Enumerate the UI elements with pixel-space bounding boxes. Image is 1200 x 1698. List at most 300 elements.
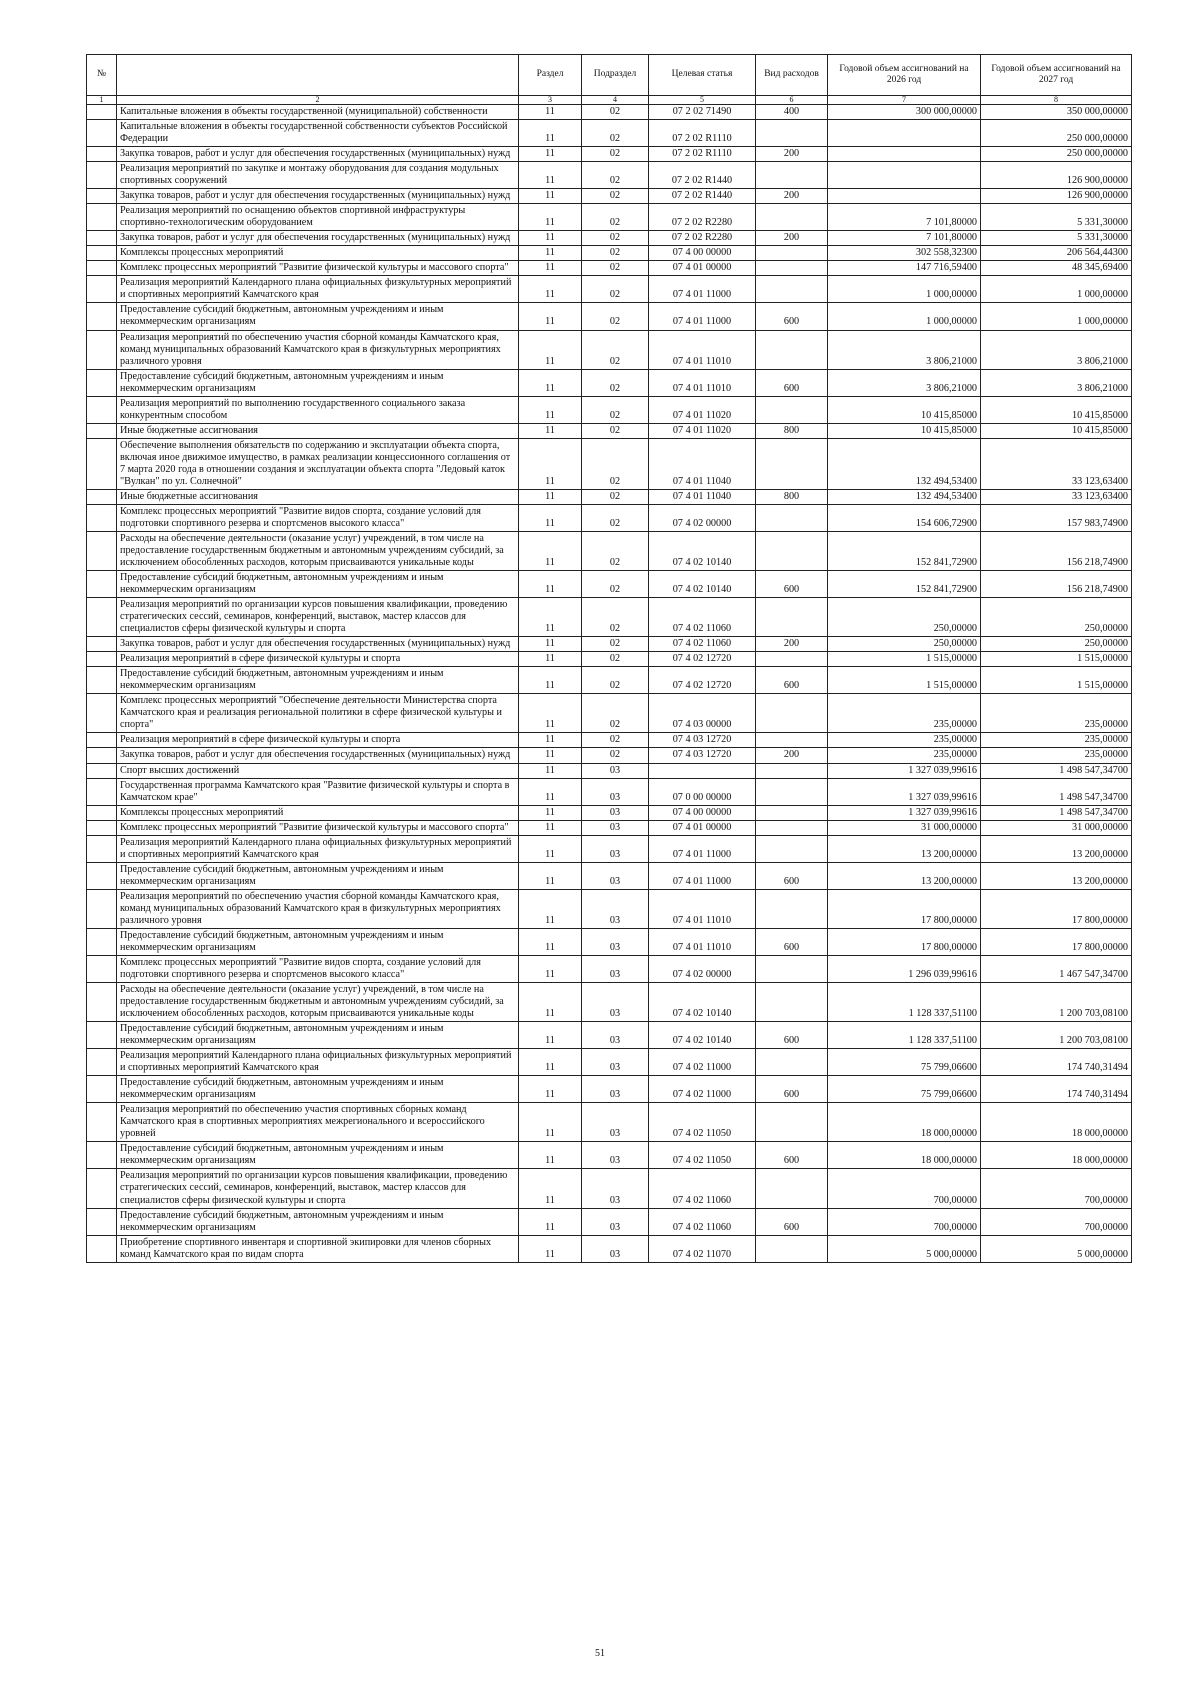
amount-2026-cell: 1 327 039,99616 xyxy=(828,805,981,820)
table-row xyxy=(87,835,1132,862)
expense-type-cell xyxy=(756,1235,828,1262)
razdel-cell: 11 xyxy=(519,763,582,778)
expense-name: Предоставление субсидий бюджетным, автономным учреждениям и иным некоммерческим организациям xyxy=(117,303,519,330)
row-number-cell xyxy=(87,1076,117,1103)
table-row xyxy=(87,396,1132,423)
razdel-cell: 11 xyxy=(519,694,582,733)
podrazdel-cell: 02 xyxy=(582,571,649,598)
razdel-cell: 11 xyxy=(519,303,582,330)
expense-name: Комплексы процессных мероприятий xyxy=(117,246,519,261)
table-row xyxy=(87,204,1132,231)
row-number-cell xyxy=(87,147,117,162)
expense-type-cell xyxy=(756,438,828,489)
amount-2027-cell: 1 515,00000 xyxy=(981,652,1132,667)
target-article-cell: 07 4 01 00000 xyxy=(649,261,756,276)
amount-2026-cell: 7 101,80000 xyxy=(828,231,981,246)
amount-2026-cell: 235,00000 xyxy=(828,748,981,763)
amount-2027-cell: 1 200 703,08100 xyxy=(981,983,1132,1022)
col-header-2026: Годовой объем ассигнований на 2026 год xyxy=(828,55,981,96)
amount-2026-cell xyxy=(828,162,981,189)
table-row xyxy=(87,531,1132,570)
document-page xyxy=(86,54,1131,1263)
expense-type-cell xyxy=(756,1049,828,1076)
razdel-cell: 11 xyxy=(519,162,582,189)
table-row xyxy=(87,1022,1132,1049)
razdel-cell: 11 xyxy=(519,1235,582,1262)
table-row xyxy=(87,147,1132,162)
row-number-cell xyxy=(87,120,117,147)
podrazdel-cell: 02 xyxy=(582,147,649,162)
amount-2027-cell: 1 467 547,34700 xyxy=(981,955,1132,982)
target-article-cell: 07 2 02 R2280 xyxy=(649,204,756,231)
razdel-cell: 11 xyxy=(519,928,582,955)
row-number-cell xyxy=(87,667,117,694)
expense-name: Расходы на обеспечение деятельности (оказание услуг) учреждений, в том числе на предоставление государственным бюджетным и автономным учреждениям субсидий, за исключением обособленных расходов, которым присваиваются уникальные коды xyxy=(117,531,519,570)
expense-name: Предоставление субсидий бюджетным, автономным учреждениям и иным некоммерческим организациям xyxy=(117,1142,519,1169)
target-article-cell: 07 4 02 11060 xyxy=(649,637,756,652)
expense-name: Закупка товаров, работ и услуг для обеспечения государственных (муниципальных) нужд xyxy=(117,189,519,204)
table-row xyxy=(87,748,1132,763)
razdel-cell: 11 xyxy=(519,748,582,763)
expense-name: Реализация мероприятий по оснащению объектов спортивной инфраструктуры спортивно-технологическим оборудованием xyxy=(117,204,519,231)
expense-type-cell xyxy=(756,820,828,835)
row-number-cell xyxy=(87,1142,117,1169)
expense-name: Предоставление субсидий бюджетным, автономным учреждениям и иным некоммерческим организациям xyxy=(117,928,519,955)
amount-2026-cell: 1 128 337,51100 xyxy=(828,1022,981,1049)
amount-2027-cell: 1 200 703,08100 xyxy=(981,1022,1132,1049)
amount-2026-cell: 1 515,00000 xyxy=(828,652,981,667)
expense-type-cell: 600 xyxy=(756,928,828,955)
razdel-cell: 11 xyxy=(519,261,582,276)
amount-2027-cell: 5 331,30000 xyxy=(981,204,1132,231)
target-article-cell: 07 4 02 10140 xyxy=(649,1022,756,1049)
expense-type-cell xyxy=(756,162,828,189)
target-article-cell: 07 4 02 11000 xyxy=(649,1049,756,1076)
table-row xyxy=(87,369,1132,396)
expense-name: Капитальные вложения в объекты государственной (муниципальной) собственности xyxy=(117,105,519,120)
podrazdel-cell: 02 xyxy=(582,504,649,531)
target-article-cell: 07 4 01 11000 xyxy=(649,862,756,889)
target-article-cell: 07 4 00 00000 xyxy=(649,246,756,261)
razdel-cell: 11 xyxy=(519,835,582,862)
podrazdel-cell: 03 xyxy=(582,763,649,778)
target-article-cell: 07 4 01 11010 xyxy=(649,369,756,396)
razdel-cell: 11 xyxy=(519,955,582,982)
target-article-cell: 07 4 01 11040 xyxy=(649,489,756,504)
amount-2027-cell: 3 806,21000 xyxy=(981,369,1132,396)
expense-name: Реализация мероприятий Календарного плана официальных физкультурных мероприятий и спортивных мероприятий Камчатского края xyxy=(117,276,519,303)
row-number-cell xyxy=(87,1103,117,1142)
expense-type-cell: 400 xyxy=(756,105,828,120)
column-number-row xyxy=(87,96,1132,105)
razdel-cell: 11 xyxy=(519,246,582,261)
expense-type-cell: 200 xyxy=(756,147,828,162)
podrazdel-cell: 02 xyxy=(582,204,649,231)
razdel-cell: 11 xyxy=(519,652,582,667)
table-row xyxy=(87,261,1132,276)
amount-2026-cell: 1 000,00000 xyxy=(828,303,981,330)
target-article-cell: 07 4 01 11000 xyxy=(649,276,756,303)
row-number-cell xyxy=(87,1049,117,1076)
amount-2026-cell: 18 000,00000 xyxy=(828,1103,981,1142)
amount-2026-cell: 75 799,06600 xyxy=(828,1076,981,1103)
amount-2027-cell: 126 900,00000 xyxy=(981,189,1132,204)
row-number-cell xyxy=(87,438,117,489)
expense-name: Реализация мероприятий по выполнению государственного социального заказа конкурентным способом xyxy=(117,396,519,423)
row-number-cell xyxy=(87,162,117,189)
amount-2026-cell xyxy=(828,189,981,204)
razdel-cell: 11 xyxy=(519,120,582,147)
expense-type-cell xyxy=(756,330,828,369)
razdel-cell: 11 xyxy=(519,330,582,369)
razdel-cell: 11 xyxy=(519,667,582,694)
amount-2027-cell: 1 498 547,34700 xyxy=(981,763,1132,778)
amount-2027-cell: 350 000,00000 xyxy=(981,105,1132,120)
expense-name: Предоставление субсидий бюджетным, автономным учреждениям и иным некоммерческим организациям xyxy=(117,1022,519,1049)
amount-2027-cell: 18 000,00000 xyxy=(981,1142,1132,1169)
amount-2027-cell: 250 000,00000 xyxy=(981,120,1132,147)
podrazdel-cell: 02 xyxy=(582,694,649,733)
target-article-cell: 07 4 03 00000 xyxy=(649,694,756,733)
podrazdel-cell: 02 xyxy=(582,246,649,261)
target-article-cell: 07 4 00 00000 xyxy=(649,805,756,820)
amount-2027-cell: 10 415,85000 xyxy=(981,423,1132,438)
razdel-cell: 11 xyxy=(519,598,582,637)
table-row xyxy=(87,571,1132,598)
row-number-cell xyxy=(87,763,117,778)
column-number: 6 xyxy=(756,96,828,105)
razdel-cell: 11 xyxy=(519,189,582,204)
podrazdel-cell: 03 xyxy=(582,862,649,889)
expense-type-cell: 800 xyxy=(756,489,828,504)
amount-2026-cell: 10 415,85000 xyxy=(828,423,981,438)
podrazdel-cell: 02 xyxy=(582,162,649,189)
podrazdel-cell: 02 xyxy=(582,637,649,652)
amount-2027-cell: 17 800,00000 xyxy=(981,928,1132,955)
amount-2026-cell: 13 200,00000 xyxy=(828,862,981,889)
podrazdel-cell: 02 xyxy=(582,748,649,763)
podrazdel-cell: 03 xyxy=(582,1208,649,1235)
row-number-cell xyxy=(87,983,117,1022)
amount-2027-cell: 13 200,00000 xyxy=(981,862,1132,889)
expense-type-cell xyxy=(756,694,828,733)
podrazdel-cell: 03 xyxy=(582,889,649,928)
razdel-cell: 11 xyxy=(519,778,582,805)
table-row xyxy=(87,1103,1132,1142)
target-article-cell: 07 4 02 00000 xyxy=(649,955,756,982)
row-number-cell xyxy=(87,303,117,330)
amount-2027-cell: 17 800,00000 xyxy=(981,889,1132,928)
razdel-cell: 11 xyxy=(519,1076,582,1103)
expense-type-cell xyxy=(756,504,828,531)
table-row xyxy=(87,438,1132,489)
expense-name: Предоставление субсидий бюджетным, автономным учреждениям и иным некоммерческим организациям xyxy=(117,1208,519,1235)
amount-2026-cell: 75 799,06600 xyxy=(828,1049,981,1076)
table-row xyxy=(87,246,1132,261)
razdel-cell: 11 xyxy=(519,805,582,820)
podrazdel-cell: 02 xyxy=(582,396,649,423)
expense-name: Комплекс процессных мероприятий "Развитие физической культуры и массового спорта" xyxy=(117,820,519,835)
amount-2027-cell: 700,00000 xyxy=(981,1169,1132,1208)
table-row xyxy=(87,889,1132,928)
amount-2026-cell: 1 000,00000 xyxy=(828,276,981,303)
podrazdel-cell: 02 xyxy=(582,303,649,330)
podrazdel-cell: 03 xyxy=(582,805,649,820)
expense-type-cell: 600 xyxy=(756,571,828,598)
razdel-cell: 11 xyxy=(519,571,582,598)
expense-name: Реализация мероприятий по обеспечению участия сборной команды Камчатского края, команд муниципальных образований Камчатского края в физкультурных мероприятиях различного уровня xyxy=(117,330,519,369)
target-article-cell: 07 4 02 11060 xyxy=(649,598,756,637)
expense-type-cell: 200 xyxy=(756,189,828,204)
expense-name: Реализация мероприятий по закупке и монтажу оборудования для создания модульных спортивных сооружений xyxy=(117,162,519,189)
amount-2027-cell: 1 000,00000 xyxy=(981,303,1132,330)
row-number-cell xyxy=(87,105,117,120)
expense-type-cell xyxy=(756,598,828,637)
podrazdel-cell: 02 xyxy=(582,231,649,246)
amount-2027-cell: 18 000,00000 xyxy=(981,1103,1132,1142)
podrazdel-cell: 02 xyxy=(582,733,649,748)
expense-type-cell xyxy=(756,246,828,261)
table-body xyxy=(87,105,1132,1263)
podrazdel-cell: 02 xyxy=(582,489,649,504)
expense-name: Комплекс процессных мероприятий "Развитие видов спорта, создание условий для подготовки спортивного резерва и спортсменов высокого класса" xyxy=(117,955,519,982)
table-row xyxy=(87,504,1132,531)
table-row xyxy=(87,955,1132,982)
amount-2026-cell: 152 841,72900 xyxy=(828,571,981,598)
expense-name: Расходы на обеспечение деятельности (оказание услуг) учреждений, в том числе на предоставление государственным бюджетным и автономным учреждениям субсидий, за исключением обособленных расходов, которым присваиваются уникальные коды xyxy=(117,983,519,1022)
header-row xyxy=(87,55,1132,96)
expense-type-cell: 800 xyxy=(756,423,828,438)
target-article-cell: 07 4 02 11050 xyxy=(649,1142,756,1169)
razdel-cell: 11 xyxy=(519,637,582,652)
expense-type-cell: 600 xyxy=(756,1208,828,1235)
row-number-cell xyxy=(87,1022,117,1049)
table-row xyxy=(87,489,1132,504)
row-number-cell xyxy=(87,778,117,805)
expense-type-cell: 600 xyxy=(756,1142,828,1169)
expense-type-cell xyxy=(756,733,828,748)
razdel-cell: 11 xyxy=(519,105,582,120)
table-row xyxy=(87,1142,1132,1169)
amount-2027-cell: 1 000,00000 xyxy=(981,276,1132,303)
razdel-cell: 11 xyxy=(519,1103,582,1142)
expense-type-cell xyxy=(756,778,828,805)
razdel-cell: 11 xyxy=(519,820,582,835)
column-number: 5 xyxy=(649,96,756,105)
podrazdel-cell: 03 xyxy=(582,778,649,805)
target-article-cell: 07 4 02 10140 xyxy=(649,983,756,1022)
podrazdel-cell: 03 xyxy=(582,1142,649,1169)
amount-2026-cell: 302 558,32300 xyxy=(828,246,981,261)
expense-name: Реализация мероприятий в сфере физической культуры и спорта xyxy=(117,733,519,748)
expense-type-cell xyxy=(756,1103,828,1142)
amount-2026-cell: 152 841,72900 xyxy=(828,531,981,570)
expense-name: Предоставление субсидий бюджетным, автономным учреждениям и иным некоммерческим организациям xyxy=(117,369,519,396)
expense-type-cell: 600 xyxy=(756,369,828,396)
row-number-cell xyxy=(87,369,117,396)
expense-name: Реализация мероприятий Календарного плана официальных физкультурных мероприятий и спортивных мероприятий Камчатского края xyxy=(117,835,519,862)
row-number-cell xyxy=(87,889,117,928)
col-header-vr: Вид расходов xyxy=(756,55,828,96)
razdel-cell: 11 xyxy=(519,1208,582,1235)
razdel-cell: 11 xyxy=(519,504,582,531)
table-row xyxy=(87,276,1132,303)
expense-name: Комплекс процессных мероприятий "Развитие видов спорта, создание условий для подготовки спортивного резерва и спортсменов высокого класса" xyxy=(117,504,519,531)
podrazdel-cell: 02 xyxy=(582,598,649,637)
target-article-cell xyxy=(649,763,756,778)
column-number: 2 xyxy=(117,96,519,105)
expense-name: Закупка товаров, работ и услуг для обеспечения государственных (муниципальных) нужд xyxy=(117,637,519,652)
amount-2027-cell: 174 740,31494 xyxy=(981,1049,1132,1076)
amount-2026-cell: 154 606,72900 xyxy=(828,504,981,531)
row-number-cell xyxy=(87,598,117,637)
expense-name: Комплексы процессных мероприятий xyxy=(117,805,519,820)
target-article-cell: 07 2 02 R1440 xyxy=(649,162,756,189)
expense-name: Закупка товаров, работ и услуг для обеспечения государственных (муниципальных) нужд xyxy=(117,231,519,246)
razdel-cell: 11 xyxy=(519,423,582,438)
expense-name: Реализация мероприятий Календарного плана официальных физкультурных мероприятий и спортивных мероприятий Камчатского края xyxy=(117,1049,519,1076)
table-row xyxy=(87,105,1132,120)
target-article-cell: 07 4 02 12720 xyxy=(649,652,756,667)
expense-type-cell xyxy=(756,204,828,231)
expense-type-cell xyxy=(756,396,828,423)
table-row xyxy=(87,162,1132,189)
razdel-cell: 11 xyxy=(519,204,582,231)
target-article-cell: 07 2 02 R1110 xyxy=(649,120,756,147)
table-row xyxy=(87,820,1132,835)
row-number-cell xyxy=(87,820,117,835)
row-number-cell xyxy=(87,748,117,763)
podrazdel-cell: 03 xyxy=(582,955,649,982)
amount-2027-cell: 174 740,31494 xyxy=(981,1076,1132,1103)
col-header-razdel: Раздел xyxy=(519,55,582,96)
expense-name: Обеспечение выполнения обязательств по содержанию и эксплуатации объекта спорта, включая иное движимое имущество, в рамках реализации концессионного соглашения от 7 марта 2020 года в отношении создания и эксплуатации объекта спорта "Ледовый каток "Вулкан" по ул. Солнечной" xyxy=(117,438,519,489)
column-number: 4 xyxy=(582,96,649,105)
razdel-cell: 11 xyxy=(519,1049,582,1076)
razdel-cell: 11 xyxy=(519,147,582,162)
amount-2026-cell: 3 806,21000 xyxy=(828,369,981,396)
column-number: 3 xyxy=(519,96,582,105)
expense-name: Спорт высших достижений xyxy=(117,763,519,778)
podrazdel-cell: 02 xyxy=(582,667,649,694)
expense-name: Реализация мероприятий по обеспечению участия спортивных сборных команд Камчатского края в спортивных мероприятиях межрегионального и всероссийского уровней xyxy=(117,1103,519,1142)
podrazdel-cell: 03 xyxy=(582,1103,649,1142)
amount-2026-cell xyxy=(828,120,981,147)
podrazdel-cell: 03 xyxy=(582,983,649,1022)
target-article-cell: 07 4 02 12720 xyxy=(649,667,756,694)
row-number-cell xyxy=(87,835,117,862)
col-header-podrazdel: Подраздел xyxy=(582,55,649,96)
row-number-cell xyxy=(87,531,117,570)
table-row xyxy=(87,120,1132,147)
row-number-cell xyxy=(87,423,117,438)
amount-2026-cell: 17 800,00000 xyxy=(828,889,981,928)
table-row xyxy=(87,1076,1132,1103)
col-header-2027: Годовой объем ассигнований на 2027 год xyxy=(981,55,1132,96)
table-row xyxy=(87,763,1132,778)
podrazdel-cell: 03 xyxy=(582,928,649,955)
podrazdel-cell: 02 xyxy=(582,652,649,667)
razdel-cell: 11 xyxy=(519,396,582,423)
amount-2027-cell: 700,00000 xyxy=(981,1208,1132,1235)
amount-2026-cell: 5 000,00000 xyxy=(828,1235,981,1262)
column-number: 1 xyxy=(87,96,117,105)
target-article-cell: 07 4 01 11000 xyxy=(649,303,756,330)
table-row xyxy=(87,694,1132,733)
expense-name: Предоставление субсидий бюджетным, автономным учреждениям и иным некоммерческим организациям xyxy=(117,1076,519,1103)
amount-2027-cell: 1 515,00000 xyxy=(981,667,1132,694)
expense-type-cell xyxy=(756,261,828,276)
expense-name: Закупка товаров, работ и услуг для обеспечения государственных (муниципальных) нужд xyxy=(117,147,519,162)
podrazdel-cell: 02 xyxy=(582,105,649,120)
amount-2026-cell: 17 800,00000 xyxy=(828,928,981,955)
row-number-cell xyxy=(87,246,117,261)
amount-2026-cell: 3 806,21000 xyxy=(828,330,981,369)
budget-table xyxy=(86,54,1132,1263)
amount-2027-cell: 126 900,00000 xyxy=(981,162,1132,189)
row-number-cell xyxy=(87,955,117,982)
amount-2027-cell: 5 000,00000 xyxy=(981,1235,1132,1262)
table-row xyxy=(87,1049,1132,1076)
amount-2027-cell: 235,00000 xyxy=(981,694,1132,733)
target-article-cell: 07 4 02 10140 xyxy=(649,571,756,598)
podrazdel-cell: 03 xyxy=(582,1169,649,1208)
table-row xyxy=(87,862,1132,889)
row-number-cell xyxy=(87,1169,117,1208)
target-article-cell: 07 4 01 00000 xyxy=(649,820,756,835)
expense-type-cell: 200 xyxy=(756,748,828,763)
table-row xyxy=(87,1208,1132,1235)
razdel-cell: 11 xyxy=(519,531,582,570)
table-row xyxy=(87,983,1132,1022)
row-number-cell xyxy=(87,805,117,820)
expense-type-cell: 600 xyxy=(756,1076,828,1103)
amount-2027-cell: 156 218,74900 xyxy=(981,571,1132,598)
target-article-cell: 07 2 02 R1110 xyxy=(649,147,756,162)
podrazdel-cell: 03 xyxy=(582,835,649,862)
expense-name: Капитальные вложения в объекты государственной собственности субъектов Российской Федерации xyxy=(117,120,519,147)
podrazdel-cell: 02 xyxy=(582,276,649,303)
amount-2026-cell: 300 000,00000 xyxy=(828,105,981,120)
column-number: 7 xyxy=(828,96,981,105)
target-article-cell: 07 4 02 10140 xyxy=(649,531,756,570)
row-number-cell xyxy=(87,276,117,303)
expense-name: Комплекс процессных мероприятий "Обеспечение деятельности Министерства спорта Камчатского края и реализация региональной политики в сфере физической культуры и спорта" xyxy=(117,694,519,733)
target-article-cell: 07 0 00 00000 xyxy=(649,778,756,805)
row-number-cell xyxy=(87,504,117,531)
row-number-cell xyxy=(87,862,117,889)
amount-2026-cell: 1 327 039,99616 xyxy=(828,763,981,778)
amount-2026-cell: 700,00000 xyxy=(828,1208,981,1235)
razdel-cell: 11 xyxy=(519,231,582,246)
podrazdel-cell: 03 xyxy=(582,1235,649,1262)
amount-2027-cell: 250,00000 xyxy=(981,598,1132,637)
row-number-cell xyxy=(87,652,117,667)
amount-2026-cell: 147 716,59400 xyxy=(828,261,981,276)
expense-name: Комплекс процессных мероприятий "Развитие физической культуры и массового спорта" xyxy=(117,261,519,276)
col-header-no: № xyxy=(87,55,117,96)
amount-2027-cell: 235,00000 xyxy=(981,748,1132,763)
expense-name: Предоставление субсидий бюджетным, автономным учреждениям и иным некоммерческим организациям xyxy=(117,862,519,889)
row-number-cell xyxy=(87,231,117,246)
amount-2026-cell: 1 296 039,99616 xyxy=(828,955,981,982)
row-number-cell xyxy=(87,1235,117,1262)
target-article-cell: 07 4 02 11050 xyxy=(649,1103,756,1142)
table-row xyxy=(87,303,1132,330)
amount-2027-cell: 13 200,00000 xyxy=(981,835,1132,862)
amount-2026-cell: 13 200,00000 xyxy=(828,835,981,862)
expense-name: Иные бюджетные ассигнования xyxy=(117,423,519,438)
